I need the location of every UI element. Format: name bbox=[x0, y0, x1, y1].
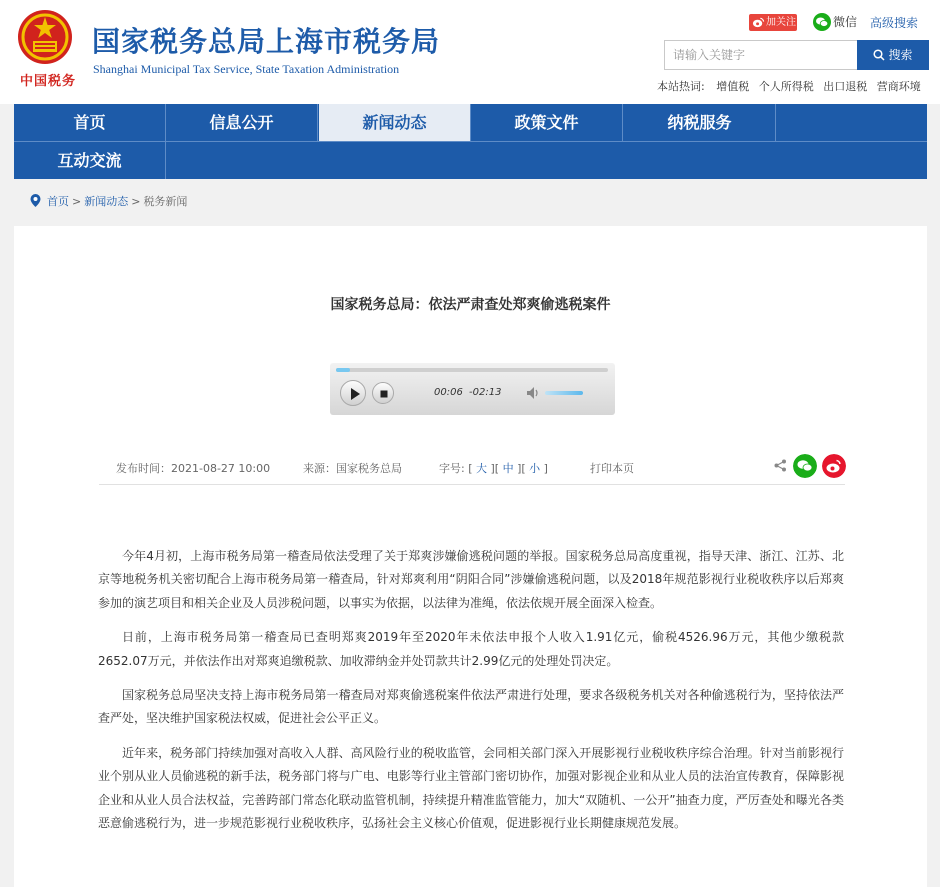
article-paragraph: 近年来，税务部门持续加强对高收入人群、高风险行业的税收监管，会同相关部门深入开展影视行业税收秩序综合治理。针对当前影视行业个别从业人员偷逃税的新手法，税务部门将与广电、电影等行业主管部门密切协作，加强对影视企业和从业人员的法治宣传教育，保障影视企业和从业人员合法权益，完善跨部门常态化联动监管机制，持续提升精准监管能力，加大“双随机、一公开”抽查力度，严厉查处和曝光各类恶意偷逃税行为，进一步规范影视行业税收秩序，弘扬社会主义核心价值观，促进影视行业长期健康规范发展。 bbox=[98, 745, 844, 831]
stop-icon bbox=[373, 383, 395, 405]
site-title[interactable]: 国家税务总局上海市税务局 bbox=[92, 25, 441, 58]
nav-item-home[interactable]: 首页 bbox=[14, 104, 166, 141]
font-size-label: 字号: bbox=[439, 462, 465, 475]
weibo-icon bbox=[752, 16, 765, 29]
article-paragraph: 今年4月初，上海市税务局第一稽查局依法受理了关于郑爽涉嫌偷逃税问题的举报。国家税务总局高度重视，指导天津、浙江、江苏、北京等地税务机关密切配合上海市税务局第一稽查局，针对郑爽利用“阴阳合同”涉嫌偷逃税问题，以及2018年规范影视行业税收秩序以后郑爽参加的演艺项目和相关企业及人员涉税问题，以事实为依据，以法律为准绳，依法依规开展全面深入检查。 bbox=[98, 549, 844, 610]
nav-item-news[interactable]: 新闻动态 bbox=[319, 104, 471, 141]
nav-item-tax-service[interactable]: 纳税服务 bbox=[624, 104, 776, 141]
article-source: 来源：国家税务总局 bbox=[303, 462, 402, 475]
nav-item-info-disclosure[interactable]: 信息公开 bbox=[166, 104, 318, 141]
nav-item-policy[interactable]: 政策文件 bbox=[471, 104, 623, 141]
meta-divider bbox=[99, 484, 845, 485]
print-link[interactable]: 打印本页 bbox=[590, 462, 634, 475]
volume-icon[interactable] bbox=[527, 387, 541, 399]
audio-progress-fill bbox=[336, 368, 350, 372]
national-emblem-icon bbox=[16, 8, 74, 66]
play-button[interactable] bbox=[340, 380, 366, 406]
font-size-large[interactable]: 大 bbox=[476, 462, 488, 475]
site-header bbox=[0, 0, 940, 104]
article-container bbox=[14, 226, 927, 887]
publish-time: 发布时间：2021-08-27 10:00 bbox=[116, 462, 271, 475]
nav-item-interaction[interactable]: 互动交流 bbox=[14, 142, 166, 179]
hot-word[interactable]: 增值税 bbox=[716, 80, 750, 93]
search-button[interactable] bbox=[857, 40, 929, 70]
wechat-icon bbox=[813, 13, 831, 31]
share-icon[interactable] bbox=[774, 459, 787, 472]
audio-current-time: 00:06 bbox=[434, 387, 463, 398]
main-nav bbox=[14, 104, 927, 179]
audio-player bbox=[330, 363, 615, 415]
breadcrumb-home[interactable]: 首页 bbox=[47, 195, 69, 208]
play-icon bbox=[341, 381, 367, 407]
breadcrumb-separator: > bbox=[72, 195, 82, 208]
wechat-label: 微信 bbox=[833, 15, 858, 29]
hot-word[interactable]: 个人所得税 bbox=[758, 80, 814, 93]
follow-weibo-button[interactable] bbox=[749, 14, 797, 31]
volume-slider[interactable] bbox=[545, 391, 583, 395]
share-weibo-icon[interactable] bbox=[822, 454, 846, 478]
article-paragraph: 日前，上海市税务局第一稽查局已查明郑爽2019年至2020年未依法申报个人收入1.91亿元，偷税4526.96万元，其他少缴税款2652.07万元，并依法作出对郑爽追缴税款、加收滞纳金并处罚款共计2.99亿元的处理处罚决定。 bbox=[98, 630, 844, 668]
font-size-medium[interactable]: 中 bbox=[502, 462, 514, 475]
breadcrumb-separator: > bbox=[131, 195, 141, 208]
search-icon bbox=[873, 49, 885, 61]
share-wechat-icon[interactable] bbox=[793, 454, 817, 478]
location-pin-icon bbox=[30, 194, 41, 207]
brand-script-logo: 中国税务 bbox=[20, 74, 77, 89]
article-paragraph: 国家税务总局坚决支持上海市税务局第一稽查局对郑爽偷逃税案件依法严肃进行处理，要求各级税务机关对各种偷逃税行为，坚持依法严查严处，坚决维护国家税法权威，促进社会公平正义。 bbox=[98, 688, 844, 726]
follow-label: 加关注 bbox=[766, 17, 796, 28]
breadcrumb bbox=[30, 194, 187, 209]
wechat-link[interactable] bbox=[813, 13, 857, 31]
font-size-control: 字号: [ 大 ][ 中 ][ 小 ] bbox=[439, 462, 548, 475]
advanced-search-link[interactable]: 高级搜索 bbox=[870, 16, 919, 30]
article-body bbox=[98, 545, 844, 846]
breadcrumb-news[interactable]: 新闻动态 bbox=[84, 195, 129, 208]
breadcrumb-current: 税务新闻 bbox=[143, 195, 188, 208]
audio-progress-track[interactable] bbox=[336, 368, 608, 372]
hot-word[interactable]: 营商环境 bbox=[876, 80, 921, 93]
site-subtitle: Shanghai Municipal Tax Service, State Taxation Administration bbox=[93, 62, 400, 76]
hot-word[interactable]: 出口退税 bbox=[823, 80, 868, 93]
font-size-small[interactable]: 小 bbox=[529, 462, 541, 475]
search-input[interactable]: 请输入关键字 bbox=[664, 40, 858, 70]
stop-button[interactable] bbox=[372, 382, 394, 404]
audio-remaining-time: -02:13 bbox=[469, 387, 502, 398]
hot-words bbox=[657, 78, 927, 94]
hot-words-label: 本站热词: bbox=[657, 80, 705, 93]
search-button-label: 搜索 bbox=[888, 48, 913, 62]
article-title: 国家税务总局：依法严肃查处郑爽偷逃税案件 bbox=[330, 297, 611, 313]
